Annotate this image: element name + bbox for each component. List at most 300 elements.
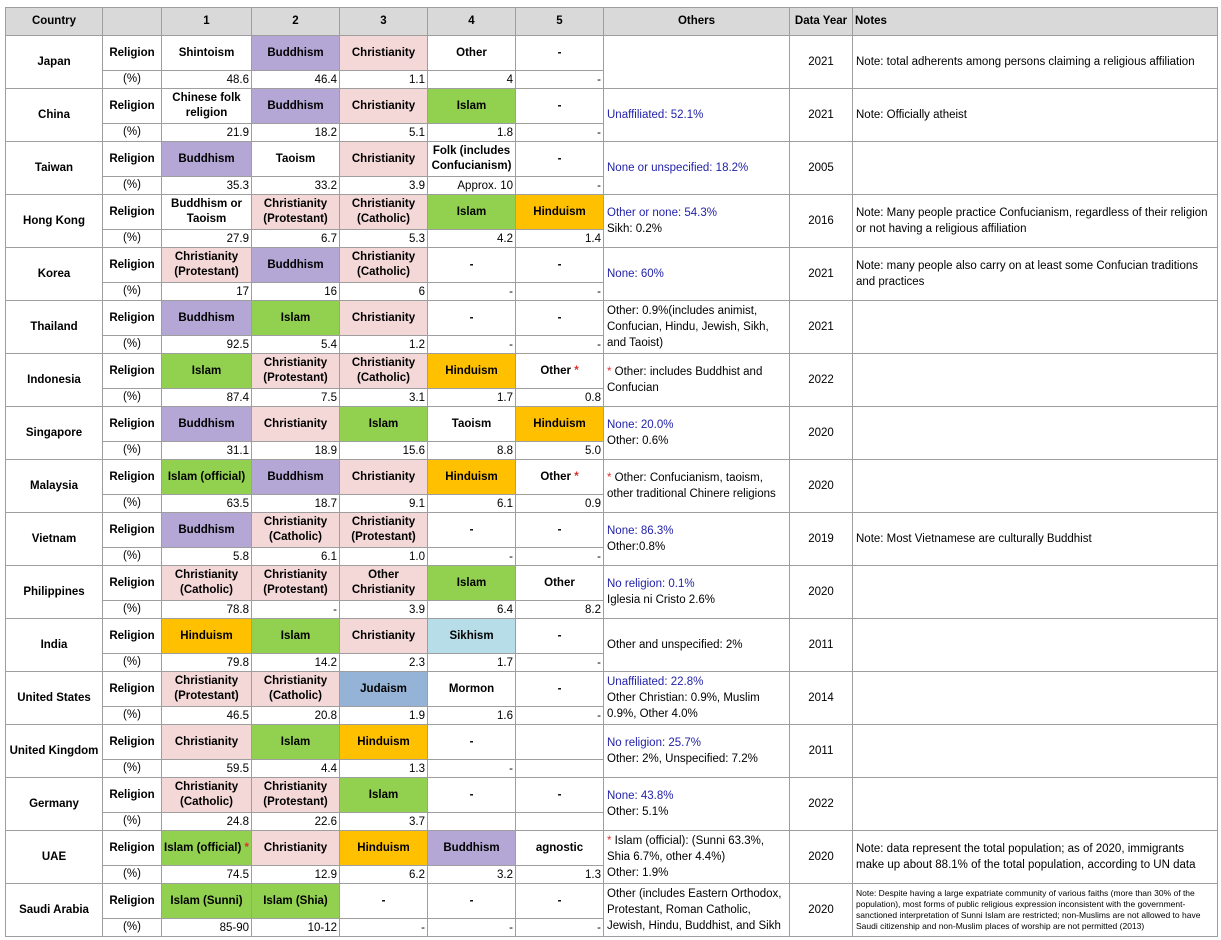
religion-cell (252, 513, 340, 548)
percent-value: 3.7 (340, 813, 428, 831)
percent-value: 1.1 (340, 71, 428, 89)
religion-name: Christianity (351, 470, 416, 483)
data-year: 2021 (790, 301, 853, 354)
religion-name: Islam (280, 735, 311, 748)
others-line (607, 576, 787, 592)
percent-label: (%) (103, 760, 162, 778)
others-text: Other (includes Eastern Orthodox, Protestant, Roman Catholic, Jewish, Hindu, Buddhist, and Sikh (607, 888, 782, 932)
percent-label: (%) (103, 177, 162, 195)
notes-cell (853, 672, 1218, 725)
religion-name: Christianity (Protestant) (263, 569, 328, 596)
others-text: None or unspecified: 18.2% (607, 162, 749, 174)
religion-name: Islam (368, 788, 399, 801)
religion-name: agnostic (535, 841, 584, 854)
religion-name: Christianity (263, 417, 328, 430)
religion-cell (516, 460, 604, 495)
religion-cell (428, 619, 516, 654)
country-name: Malaysia (6, 460, 103, 513)
percent-value: 6.2 (340, 866, 428, 884)
religion-name: Other (544, 576, 575, 589)
religion-name: Christianity (Catholic) (263, 675, 328, 702)
notes-cell (853, 142, 1218, 195)
religion-name: Chinese folk religion (172, 92, 241, 119)
others-cell (604, 725, 790, 778)
percent-value: 74.5 (162, 866, 252, 884)
religion-name: Other (540, 364, 571, 377)
country-name: Japan (6, 36, 103, 89)
header-others: Others (604, 8, 790, 36)
others-cell (604, 831, 790, 884)
religion-name: Sikhism (449, 629, 494, 642)
religion-cell (252, 831, 340, 866)
country-name: India (6, 619, 103, 672)
data-year: 2016 (790, 195, 853, 248)
percent-value: 6.1 (252, 548, 340, 566)
country-name: Saudi Arabia (6, 884, 103, 937)
percent-value: 12.9 (252, 866, 340, 884)
others-text: Other: 5.1% (607, 806, 669, 818)
religion-cell (428, 672, 516, 707)
percent-value: 6 (340, 283, 428, 301)
percent-value: 46.4 (252, 71, 340, 89)
percent-value: 0.8 (516, 389, 604, 407)
religion-cell (340, 142, 428, 177)
religion-cell (428, 513, 516, 548)
religion-label: Religion (103, 142, 162, 177)
others-text: Other: Confucianism, taoism, other traditional Chinere religions (607, 472, 776, 500)
others-line (607, 160, 787, 176)
religion-label: Religion (103, 831, 162, 866)
religion-label: Religion (103, 89, 162, 124)
others-text: Other Christian: 0.9%, Muslim 0.9%, Other 4.0% (607, 692, 760, 720)
percent-value: 1.2 (340, 336, 428, 354)
asterisk-mark: * (607, 366, 615, 378)
country-row-taiwan (6, 142, 1218, 177)
percent-label: (%) (103, 654, 162, 672)
percent-value: 5.0 (516, 442, 604, 460)
religion-cell (516, 36, 604, 71)
religion-cell (252, 354, 340, 389)
country-name: United Kingdom (6, 725, 103, 778)
religion-name: Other (540, 470, 571, 483)
others-text: Other:0.8% (607, 541, 666, 553)
percent-value: 1.7 (428, 389, 516, 407)
country-name: Hong Kong (6, 195, 103, 248)
religion-label: Religion (103, 778, 162, 813)
religion-cell (428, 884, 516, 919)
religion-cell (162, 142, 252, 177)
others-text: Other: 0.9%(includes animist, Confucian, Hindu, Jewish, Sikh, and Taoist) (607, 305, 769, 349)
others-text: Other or none: 54.3% (607, 207, 717, 219)
percent-value: - (428, 760, 516, 778)
header-rank-1: 1 (162, 8, 252, 36)
religion-cell (252, 407, 340, 442)
others-text: Sikh: 0.2% (607, 223, 662, 235)
data-year: 2011 (790, 725, 853, 778)
religion-name: Buddhism (178, 417, 235, 430)
religion-cell (340, 619, 428, 654)
percent-value: 1.4 (516, 230, 604, 248)
percent-value (516, 760, 604, 778)
religion-name: Christianity (351, 311, 416, 324)
religion-cell (516, 301, 604, 336)
percent-value: 20.8 (252, 707, 340, 725)
percent-value: - (516, 336, 604, 354)
others-text: Unaffiliated: 22.8% (607, 676, 704, 688)
religion-cell (162, 725, 252, 760)
percent-value: - (428, 283, 516, 301)
notes-cell: Note: Officially atheist (853, 89, 1218, 142)
others-text: Other: 0.6% (607, 435, 669, 447)
religion-name: - (557, 99, 562, 112)
percent-value: - (516, 283, 604, 301)
percent-value (516, 813, 604, 831)
others-cell (604, 566, 790, 619)
percent-value: - (428, 548, 516, 566)
country-name: UAE (6, 831, 103, 884)
religion-cell (516, 831, 604, 866)
religion-cell (252, 301, 340, 336)
religion-table (5, 7, 1218, 937)
religion-cell (340, 884, 428, 919)
percent-label: (%) (103, 601, 162, 619)
percent-value: 3.9 (340, 601, 428, 619)
country-name: Singapore (6, 407, 103, 460)
country-row-thailand (6, 301, 1218, 336)
religion-cell (162, 619, 252, 654)
religion-name: - (469, 523, 474, 536)
notes-cell (853, 566, 1218, 619)
percent-value: 63.5 (162, 495, 252, 513)
percent-value: - (516, 124, 604, 142)
religion-cell (516, 407, 604, 442)
religion-cell (516, 354, 604, 389)
religion-name: - (557, 152, 562, 165)
religion-label: Religion (103, 513, 162, 548)
religion-name: Other (456, 46, 487, 59)
religion-cell (428, 831, 516, 866)
religion-name: - (557, 682, 562, 695)
religion-cell (516, 619, 604, 654)
percent-value: 8.2 (516, 601, 604, 619)
religion-name: - (469, 258, 474, 271)
religion-name: - (469, 894, 474, 907)
percent-value: 7.5 (252, 389, 340, 407)
religion-name: Taoism (451, 417, 492, 430)
others-line (607, 833, 787, 865)
country-name: Vietnam (6, 513, 103, 566)
religion-name: Islam (280, 311, 311, 324)
religion-cell (428, 142, 516, 177)
country-name: Thailand (6, 301, 103, 354)
religion-cell (162, 778, 252, 813)
religion-name: Christianity (351, 46, 416, 59)
percent-label: (%) (103, 283, 162, 301)
header-notes: Notes (853, 8, 1218, 36)
religion-cell (162, 407, 252, 442)
percent-value: 87.4 (162, 389, 252, 407)
others-text: No religion: 25.7% (607, 737, 701, 749)
religion-cell (340, 195, 428, 230)
country-row-saudi-arabia (6, 884, 1218, 919)
data-year: 2022 (790, 778, 853, 831)
others-line (607, 433, 787, 449)
others-text: None: 43.8% (607, 790, 674, 802)
religion-cell (428, 778, 516, 813)
religion-name: Christianity (Catholic) (351, 251, 416, 278)
religion-cell (162, 248, 252, 283)
percent-label: (%) (103, 230, 162, 248)
others-line (607, 592, 787, 608)
others-text: Other: 2%, Unspecified: 7.2% (607, 753, 758, 765)
data-year: 2019 (790, 513, 853, 566)
others-line (607, 637, 787, 653)
religion-cell (516, 884, 604, 919)
percent-value: 4.2 (428, 230, 516, 248)
religion-cell (252, 142, 340, 177)
religion-cell (340, 566, 428, 601)
percent-label: (%) (103, 548, 162, 566)
notes-cell: Note: data represent the total population; as of 2020, immigrants make up about 88.1% of the total population, according to UN data (853, 831, 1218, 884)
percent-label: (%) (103, 336, 162, 354)
religion-label: Religion (103, 566, 162, 601)
notes-cell: Note: total adherents among persons claiming a religious affiliation (853, 36, 1218, 89)
religion-name: Islam (368, 417, 399, 430)
others-line (607, 221, 787, 237)
religion-name: Islam (280, 629, 311, 642)
religion-name: Christianity (Catholic) (351, 198, 416, 225)
others-cell (604, 672, 790, 725)
notes-cell (853, 619, 1218, 672)
religion-name: Hinduism (533, 417, 586, 430)
others-line (607, 886, 787, 934)
religion-cell (428, 407, 516, 442)
religion-cell (162, 89, 252, 124)
religion-label: Religion (103, 672, 162, 707)
percent-value: 1.6 (428, 707, 516, 725)
percent-label: (%) (103, 866, 162, 884)
notes-cell: Note: many people also carry on at least some Confucian traditions and practices (853, 248, 1218, 301)
others-text: Other: 1.9% (607, 867, 669, 879)
others-line (607, 205, 787, 221)
religion-cell (252, 195, 340, 230)
country-name: Germany (6, 778, 103, 831)
others-cell (604, 301, 790, 354)
percent-value: 5.1 (340, 124, 428, 142)
country-name: Taiwan (6, 142, 103, 195)
data-year: 2022 (790, 354, 853, 407)
percent-value: 9.1 (340, 495, 428, 513)
religion-name: Hinduism (445, 364, 498, 377)
religion-name: Islam (191, 364, 222, 377)
religion-cell (162, 36, 252, 71)
country-row-united-kingdom (6, 725, 1218, 760)
religion-name: Islam (Shia) (263, 894, 328, 907)
country-row-korea (6, 248, 1218, 283)
data-year: 2005 (790, 142, 853, 195)
religion-label: Religion (103, 36, 162, 71)
religion-cell (162, 460, 252, 495)
percent-value: 1.3 (516, 866, 604, 884)
religion-name: - (557, 46, 562, 59)
religion-name: Buddhism (178, 311, 235, 324)
percent-value: - (340, 919, 428, 937)
percent-value: 5.8 (162, 548, 252, 566)
religion-name: Christianity (Protestant) (174, 251, 239, 278)
religion-cell (340, 672, 428, 707)
country-row-germany (6, 778, 1218, 813)
notes-cell: Note: Many people practice Confucianism, regardless of their religion or not having a religious affiliation (853, 195, 1218, 248)
religion-cell (516, 142, 604, 177)
religion-cell (516, 248, 604, 283)
religion-name: Other Christianity (351, 569, 416, 596)
data-year: 2020 (790, 460, 853, 513)
percent-label: (%) (103, 813, 162, 831)
religion-cell (516, 725, 604, 760)
religion-cell (516, 778, 604, 813)
others-cell (604, 195, 790, 248)
country-row-japan (6, 36, 1218, 71)
religion-cell (516, 513, 604, 548)
others-cell (604, 884, 790, 937)
religion-label: Religion (103, 248, 162, 283)
religion-name: Christianity (263, 841, 328, 854)
others-cell (604, 513, 790, 566)
percent-value: 92.5 (162, 336, 252, 354)
religion-cell (252, 89, 340, 124)
others-cell (604, 142, 790, 195)
religion-cell (340, 301, 428, 336)
religion-name: Christianity (Protestant) (263, 198, 328, 225)
others-text: Other and unspecified: 2% (607, 639, 743, 651)
religion-name: Islam (Sunni) (170, 894, 243, 907)
religion-cell (340, 407, 428, 442)
religion-label: Religion (103, 884, 162, 919)
notes-cell (853, 354, 1218, 407)
religion-label: Religion (103, 195, 162, 230)
country-row-hong-kong (6, 195, 1218, 230)
religion-name: Christianity (351, 629, 416, 642)
others-cell (604, 354, 790, 407)
religion-cell (252, 884, 340, 919)
percent-value: 14.2 (252, 654, 340, 672)
percent-value: 48.6 (162, 71, 252, 89)
country-name: Korea (6, 248, 103, 301)
percent-value: 16 (252, 283, 340, 301)
religion-cell (162, 566, 252, 601)
country-row-malaysia (6, 460, 1218, 495)
religion-name: Folk (includes Confucianism) (431, 145, 512, 172)
percent-label: (%) (103, 389, 162, 407)
religion-cell (428, 566, 516, 601)
others-text: Other: includes Buddhist and Confucian (607, 366, 763, 394)
header-rank-3: 3 (340, 8, 428, 36)
others-text: Unaffiliated: 52.1% (607, 109, 704, 121)
notes-cell: Note: Despite having a large expatriate community of various faiths (more than 30% of the population), most forms of public religious expression inconsistent with the government-sanctioned interpretation of Sunni Islam are restricted; non-Muslims are not allowed to have Saudi citizenship and non-Muslim places of worship are not permitted (2013) (853, 884, 1218, 937)
religion-name: Buddhism or Taoism (171, 198, 242, 225)
percent-label: (%) (103, 919, 162, 937)
religion-cell (340, 831, 428, 866)
religion-label: Religion (103, 301, 162, 336)
country-row-vietnam (6, 513, 1218, 548)
others-line (607, 364, 787, 396)
asterisk-mark: * (607, 472, 615, 484)
religion-cell (162, 884, 252, 919)
religion-name: Buddhism (267, 99, 324, 112)
religion-cell (428, 725, 516, 760)
country-name: United States (6, 672, 103, 725)
others-line (607, 266, 787, 282)
religion-cell (428, 460, 516, 495)
others-cell (604, 36, 790, 89)
percent-value: - (428, 919, 516, 937)
religion-name: Buddhism (267, 470, 324, 483)
religion-cell (428, 195, 516, 230)
religion-name: Christianity (174, 735, 239, 748)
others-text: No religion: 0.1% (607, 578, 695, 590)
percent-value: 0.9 (516, 495, 604, 513)
country-row-uae (6, 831, 1218, 866)
others-text: None: 86.3% (607, 525, 674, 537)
others-line (607, 674, 787, 690)
header-year: Data Year (790, 8, 853, 36)
religion-name: - (557, 894, 562, 907)
percent-value: - (516, 919, 604, 937)
others-line (607, 107, 787, 123)
data-year: 2014 (790, 672, 853, 725)
percent-label: (%) (103, 71, 162, 89)
religion-name: Christianity (Catholic) (174, 569, 239, 596)
percent-label: (%) (103, 707, 162, 725)
percent-value: 4 (428, 71, 516, 89)
percent-value: 17 (162, 283, 252, 301)
religion-cell (252, 566, 340, 601)
percent-value: 46.5 (162, 707, 252, 725)
religion-cell (340, 778, 428, 813)
religion-cell (162, 831, 252, 866)
header-rank-5: 5 (516, 8, 604, 36)
percent-value: 2.3 (340, 654, 428, 672)
religion-name: - (557, 258, 562, 271)
percent-value: - (516, 71, 604, 89)
religion-name: Taoism (275, 152, 316, 165)
percent-value: 5.4 (252, 336, 340, 354)
religion-name: - (469, 788, 474, 801)
percent-value: 6.7 (252, 230, 340, 248)
data-year: 2021 (790, 248, 853, 301)
religion-cell (252, 778, 340, 813)
religion-cell (340, 248, 428, 283)
header-country: Country (6, 8, 103, 36)
others-line (607, 470, 787, 502)
percent-value: - (516, 548, 604, 566)
religion-cell (340, 725, 428, 760)
notes-cell (853, 301, 1218, 354)
percent-value: 6.1 (428, 495, 516, 513)
religion-label: Religion (103, 354, 162, 389)
religion-label: Religion (103, 619, 162, 654)
religion-cell (252, 619, 340, 654)
religion-name: - (557, 523, 562, 536)
religion-cell (252, 725, 340, 760)
percent-value: 79.8 (162, 654, 252, 672)
religion-name: Buddhism (443, 841, 500, 854)
others-line (607, 690, 787, 722)
others-cell (604, 89, 790, 142)
percent-value: 22.6 (252, 813, 340, 831)
religion-name: - (557, 311, 562, 324)
others-cell (604, 778, 790, 831)
